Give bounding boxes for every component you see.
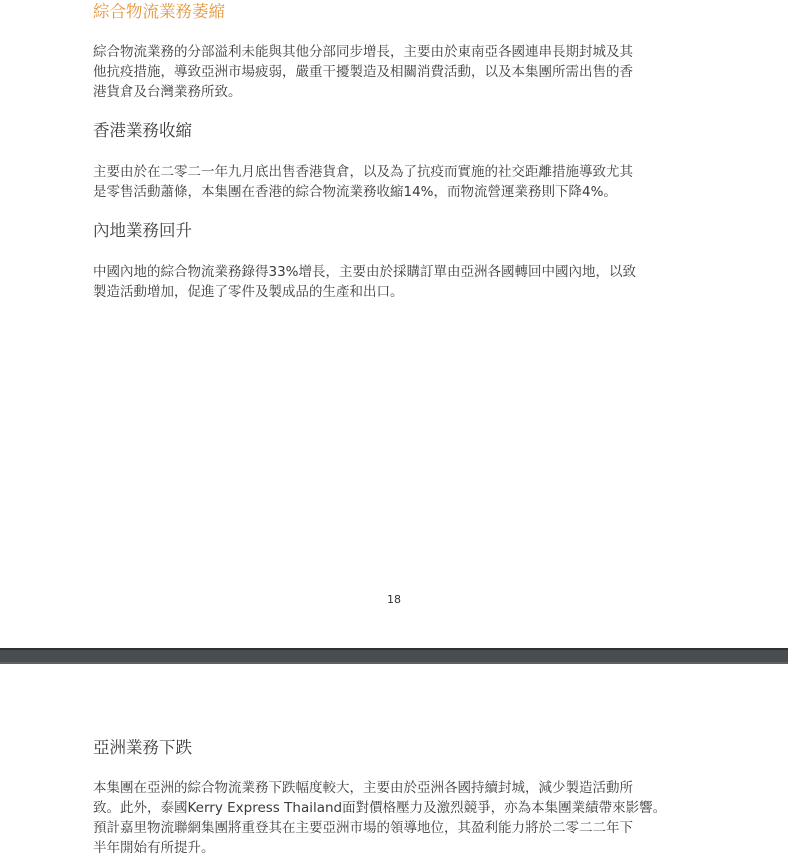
paragraph-hongkong bbox=[93, 162, 697, 202]
page-number: 18 bbox=[387, 593, 401, 606]
text-line: 致。此外，泰國Kerry Express Thailand面對價格壓力及激烈競爭，亦為本集團業績帶來影響。 bbox=[93, 800, 667, 816]
section-heading-mainland: 內地業務回升 bbox=[93, 221, 192, 240]
section-heading-asia: 亞洲業務下跌 bbox=[93, 738, 192, 757]
text-line: 本集團在亞洲的綜合物流業務下跌幅度較大，主要由於亞洲各國持續封城，減少製造活動所 bbox=[93, 780, 633, 796]
section-heading-hongkong: 香港業務收縮 bbox=[93, 121, 192, 140]
text-line: 是零售活動蕭條，本集團在香港的綜合物流業務收縮14%，而物流營運業務則下降4%。 bbox=[93, 184, 617, 200]
text-line: 半年開始有所提升。 bbox=[93, 840, 215, 856]
section-heading-logistics-shrink: 綜合物流業務萎縮 bbox=[93, 2, 225, 21]
paragraph-asia bbox=[93, 778, 697, 858]
page-separator bbox=[0, 648, 788, 664]
text-line: 港貨倉及台灣業務所致。 bbox=[93, 84, 242, 100]
page-19 bbox=[0, 664, 788, 860]
text-line: 預計嘉里物流聯網集團將重登其在主要亞洲市場的領導地位，其盈利能力將於二零二二年下 bbox=[93, 820, 633, 836]
paragraph-logistics bbox=[93, 42, 697, 102]
text-line: 中國內地的綜合物流業務錄得33%增長，主要由於採購訂單由亞洲各國轉回中國內地，以致 bbox=[93, 264, 637, 280]
text-line: 主要由於在二零二一年九月底出售香港貨倉，以及為了抗疫而實施的社交距離措施導致尤其 bbox=[93, 164, 633, 180]
text-line: 製造活動增加，促進了零件及製成品的生產和出口。 bbox=[93, 284, 404, 300]
text-line: 他抗疫措施，導致亞洲市場疲弱，嚴重干擾製造及相關消費活動，以及本集團所需出售的香 bbox=[93, 64, 633, 80]
paragraph-mainland bbox=[93, 262, 697, 302]
text-line: 綜合物流業務的分部溢利未能與其他分部同步增長，主要由於東南亞各國連串長期封城及其 bbox=[93, 44, 633, 60]
